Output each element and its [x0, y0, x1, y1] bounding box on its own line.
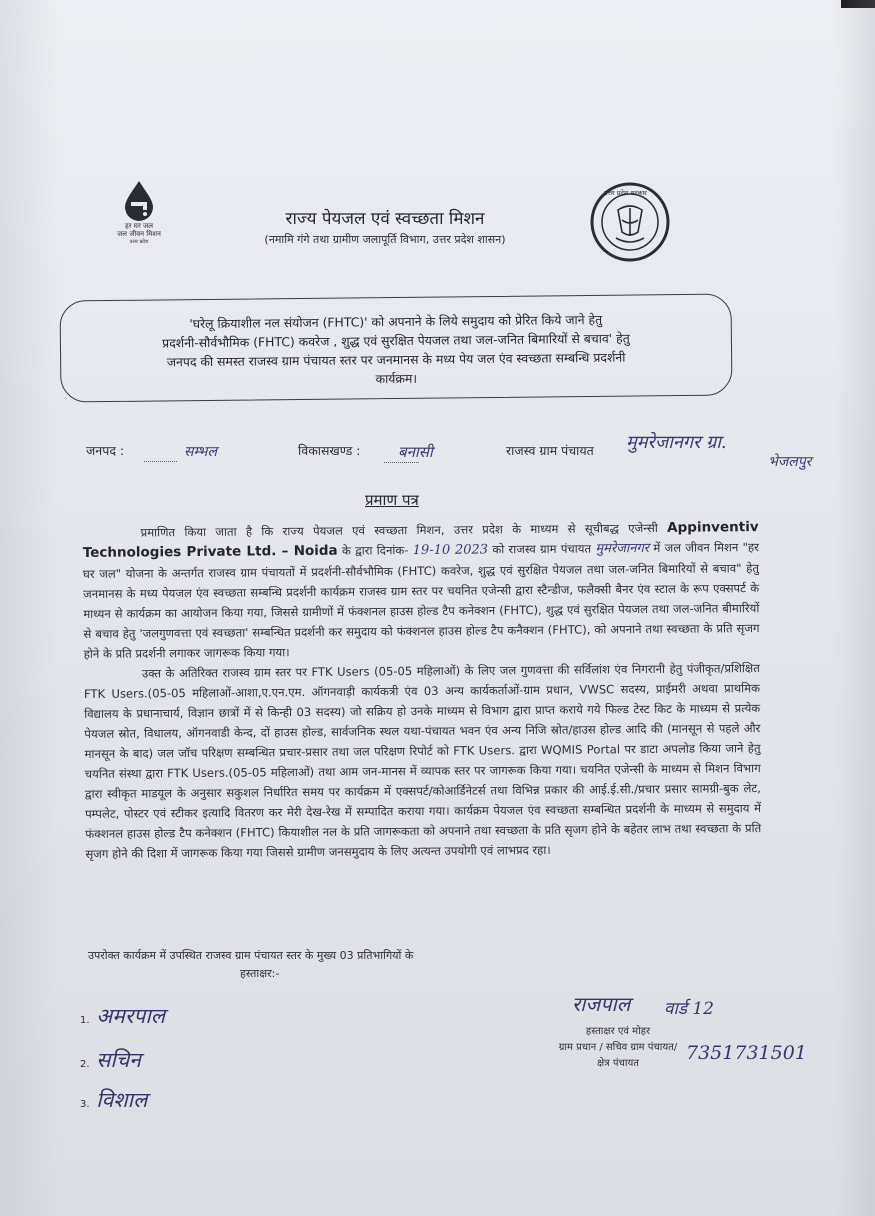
village-label: राजस्व ग्राम पंचायत — [506, 443, 594, 458]
subject-box — [59, 293, 732, 402]
participant-signature-2 — [80, 1046, 141, 1074]
mission-subtitle: (नमामि गंगे तथा ग्रामीण जलापूर्ति विभाग, उत्तर प्रदेश शासन) — [264, 233, 506, 246]
phone-number: 7351731501 — [686, 1042, 807, 1064]
p1-date-prefix: के द्वारा दिनांक- — [341, 543, 409, 558]
participant-signature-1 — [80, 1002, 165, 1030]
district-label: जनपद : — [86, 443, 125, 458]
attendance-note — [88, 947, 528, 983]
district-value: सम्भल — [184, 444, 217, 460]
signer-label-3: क्षेत्र पंचायत — [597, 1058, 639, 1069]
participant-signature-3 — [80, 1086, 147, 1114]
subject-line-1: 'घरेलू क्रियाशील नल संयोजन (FHTC)' को अपनाने के लिये समुदाय को प्रेरित किये जाने हेतु — [189, 311, 603, 332]
logo-line-1: हर घर जल — [125, 222, 153, 230]
subject-line-3: जनपद की समस्त राजस्व ग्राम पंचायत स्तर पर जनमानस के मध्य पेय जल एंव स्वच्छता सम्बन्धि प्रदर्शनी — [166, 349, 626, 370]
block-field — [384, 442, 433, 463]
paper-shadow-left — [0, 0, 60, 1216]
logo-line-3: उत्तर प्रदेश — [129, 239, 149, 245]
attendance-line-2: हस्ताक्षर:- — [240, 967, 280, 980]
location-details-row — [86, 432, 866, 478]
subject-line-2: प्रदर्शनी-सौर्वभौमिक (FHTC) कवरेज , शुद्ध एवं सुरक्षित पेयजल तथा जल-जनित बिमारियों से बचाव' हेतु — [162, 330, 630, 351]
p1-start: प्रमाणित किया जाता है कि राज्य पेयजल एवं स्वच्छता मिशन, उत्तर प्रदेश के माध्यम से सूचीबद्ध एजेन्सी — [140, 520, 658, 540]
emblem-text: उत्तर प्रदेश सरकार — [604, 189, 647, 197]
district-field — [144, 442, 217, 462]
agency-name: Appinventiv Technologies Private Ltd. – Noida — [82, 519, 759, 561]
paper-shadow-right — [835, 0, 875, 1216]
mission-title: राज्य पेयजल एवं स्वच्छता मिशन — [285, 209, 485, 229]
pradhan-signature: राजपाल — [572, 992, 631, 1016]
event-date: 19-10 2023 — [412, 542, 489, 559]
paragraph-2: उक्त के अतिरिक्त राजस्व ग्राम स्तर पर FTK Users (05-05 महिलाओं) के लिए जल गुणवत्ता की सर्विलांश एंव निगरानी हेतु पंजीकृत/प्रशिक्षित FTK Users.(05-05 महिलाओं-आशा,ए.एन.एम. ऑगनवाड़ी कार्यकत्री एंव 03 अन्य कार्यकर्ताओं-ग्राम प्रधान, VWSC सदस्य, प्राईमरी अथवा प्राथमिक विद्यालय के प्रधानाचार्य, विज्ञान छात्रों में से किन्ही 03 सदस्य) जो सक्रिय हो उनके माध्यम से विभाग द्वारा प्राप्त कराये गये फिल्ड टेस्ट किट के माध्यम से प्रत्येक पेयजल स्रोत, विधालय, ऑगनवाडी केन्द, दों हाउस होल्ड, सार्वजनिक स्थल यथा-पंचायत भवन एंव अन्य निजि स्रोत/हाउस होल्ड आदि की (मानसून से पहले और मानसून के बाद) जल जॉच परिक्षण सम्बन्धित प्रचार-प्रसार तथा जल परिक्षण रिपोर्ट को FTK Users. द्वारा WQMIS Portal पर डाटा अपलोड किया जाने हेतु चयनित संस्था द्वारा FTK Users.(05-05 महिलाओं) तथा आम जन-मानस में व्यापक स्तर पर जागरूक किया गया। चयनित एजेन्सी के माध्यम से मिशन विभाग द्वारा स्वीकृत माडयूल के अनुसार सकुशल निर्धारित समय पर कार्यक्रम में एक्सपर्ट/कोआर्डिनेटर्स तथा विभिन्न प्रकार की आई.ई.सी./प्रचार प्रसार सामग्री-बुक लेट, पम्पलेट, पोस्टर एवं स्टीकर इत्यादि वितरण कर मेरी देख-रेख में सम्पादित कराया गया। कार्यक्रम पेयजल एंव स्वच्छता सम्बन्धित प्रदर्शनी के माध्यम से समुदाय में फंक्शनल हाउस होल्ड टैप कनेक्शन (FHTC) कियाशील नल के प्रति जागरूकता को अपनाने तथा स्वच्छता के प्रति सृजग होने के बहेतर लाभ तथा स्वच्छता के प्रति सृजग होने की दिशा में जागरूक किया गया जिससे ग्रामीण जनसमुदाय के लिए अत्यन्त उपयोगी एवं लाभप्रद रहा। — [83, 661, 762, 861]
signer-label-2: ग्राम प्रधान / सचिव ग्राम पंचायत/ — [558, 1042, 678, 1053]
subject-line-4: कार्यक्रम। — [375, 370, 418, 387]
attendance-line-1: उपरोक्त कार्यक्रम में उपस्थित राजस्व ग्राम पंचायत स्तर के मुख्य 03 प्रतिभागियों के — [88, 949, 414, 962]
village-handwritten: मुमरेजानगर — [595, 541, 650, 557]
block-label: विकासखण्ड : — [298, 443, 361, 458]
p1-date-suffix: को राजस्व ग्राम पंचायत — [492, 541, 592, 557]
certificate-body — [83, 517, 762, 864]
signer-label-1: हस्ताक्षर एवं मोहर — [585, 1026, 651, 1037]
p1-rest: में जल जीवन मिशन "हर घर जल" योजना के अन्तर्गत राजस्व ग्राम पंचायतों में प्रदर्शनी-सौर्वभौमिक (FHTC) कवरेज, शुद्ध एवं सुरक्षित पेयजल तथा जल-जनित बिमारियों से बचाव" हेतु जनमानस के मध्य पेयजल एंव स्वच्छता सम्बन्धि प्रदर्शनी कार्यक्रम राजस्व ग्राम स्तर पर चयनित एजेन्सी द्वारा स्टैन्डीज, फलैक्सी बैनर एंव स्टाल के रूप एक्सपर्ट के माध्यन से कार्यक्रम का आयोजन किया गया, जिससे ग्रामीणों में फंक्शनल हाउस होल्ड टैप कनेक्शन (FHTC), शुद्ध एवं सुरक्षित पेयजल तथा जल-जनित बीमारियों से बचाव हेतु 'जलगुणवत्ता एवं स्वच्छता' सम्बन्धित प्रदर्शनी कर समुदाय को फंक्शनल हाउस होल्ड टैप कनैक्शन (FHTC), को अपनाने तथा स्वच्छता के प्रति सृजग होने के प्रति प्रदर्शनी लगाकर जागरूक किया गया। — [82, 540, 760, 661]
participant-name: सचिन — [96, 1048, 141, 1072]
paragraph-1 — [83, 517, 760, 664]
participant-number: 3. — [80, 1099, 90, 1110]
participant-name: विशाल — [96, 1088, 148, 1112]
block-value: बनासी — [398, 443, 433, 461]
village-value-2: भेजलपुर — [768, 454, 812, 470]
certificate-title: प्रमाण पत्र — [365, 491, 419, 509]
village-value: मुमरेजानगर ग्रा. — [626, 432, 727, 453]
logo-line-2: जल जीवन मिशन — [117, 230, 161, 238]
participant-name: अमरपाल — [96, 1004, 166, 1028]
participant-number: 2. — [80, 1059, 90, 1070]
ward-note: वार्ड 12 — [664, 999, 714, 1019]
participant-number: 1. — [80, 1015, 90, 1026]
